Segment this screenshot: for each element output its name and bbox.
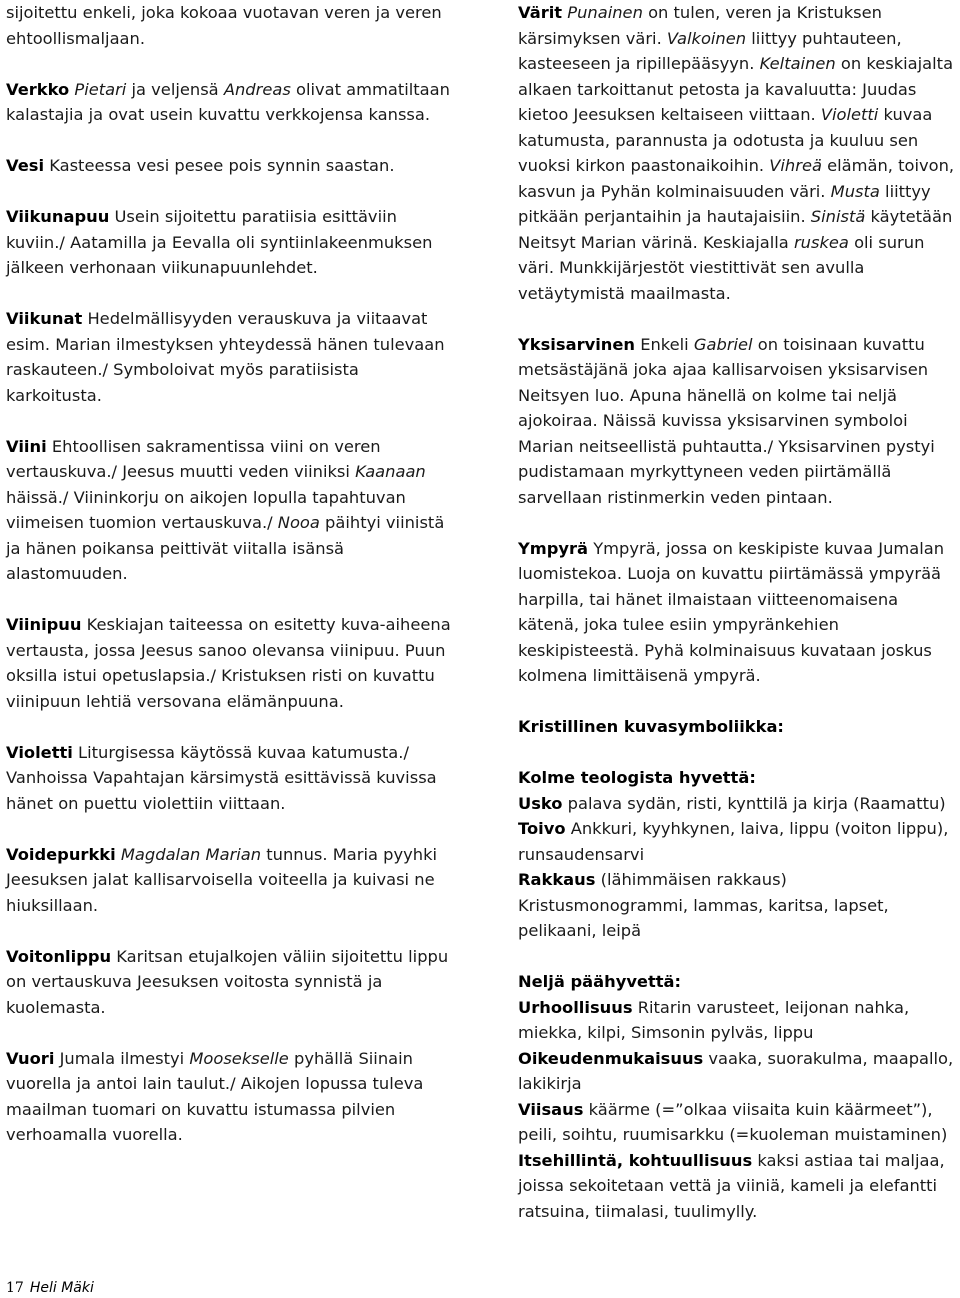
entry-text: Ehtoollisen sakramentissa viini on veren vertauskuva./ Jeesus muutti veden viiniksi xyxy=(6,436,381,481)
italic-name: Sinistä xyxy=(810,207,866,226)
paragraph-spacer xyxy=(6,587,456,613)
right-column-entry xyxy=(518,332,960,511)
entry-term: Viikunat xyxy=(6,309,83,328)
entry-text: Hedelmällisyyden verauskuva ja viitaavat esim. Marian ilmestyksen yhteydessä hänen tulevaan raskauteen./ Symboloivat myös paratiisista karkoitusta. xyxy=(6,309,445,405)
entry-term: Voitonlippu xyxy=(6,946,112,966)
entry-text: Ympyrä, jossa on keskipiste kuvaa Jumalan luomistekoa. Luoja on kuvattu piirtämässä ympyrää harpilla, tai hänet ilmaistaan viitteenomaisena kätenä, joka tulee esiin ympyränkehien keskipisteestä. Pyhä kolminaisuus kuvataan joskus kolmena limittäisenä ympyrä. xyxy=(518,538,945,685)
entry-text: Karitsan etujalkojen väliin sijoitettu lippu on vertauskuva Jeesuksen voitosta synnistä ja kuolemasta. xyxy=(6,946,449,1017)
entry-term: Oikeudenmukaisuus xyxy=(518,1048,704,1068)
left-column-entry xyxy=(6,612,456,714)
left-column-entry xyxy=(6,306,456,408)
left-column-entry xyxy=(6,1046,456,1148)
right-column-entry xyxy=(518,536,960,689)
italic-name: Andreas xyxy=(223,79,291,99)
entry-term: Neljä päähyvettä: xyxy=(518,972,682,991)
right-column-entry xyxy=(518,1148,960,1225)
italic-name: Kaanaan xyxy=(355,462,426,481)
entry-text: vaaka, suorakulma, maapallo, lakikirja xyxy=(518,1048,954,1093)
paragraph-spacer xyxy=(6,714,456,740)
right-column-entry xyxy=(518,995,960,1046)
entry-term: Kolme teologista hyvettä: xyxy=(518,768,756,787)
italic-name: Keltainen xyxy=(759,54,836,73)
entry-term: Violetti xyxy=(6,742,73,762)
italic-name: Valkoinen xyxy=(666,28,747,48)
right-column-entry xyxy=(518,969,960,995)
italic-name: Vihreä xyxy=(769,156,822,175)
entry-term: Rakkaus xyxy=(518,870,596,889)
entry-text: liittyy puhtauteen, kasteeseen ja ripillepääsyyn. xyxy=(518,28,902,73)
entry-term: Viinipuu xyxy=(6,615,82,634)
entry-term: Kristillinen kuvasymboliikka: xyxy=(518,717,784,736)
left-column-entry xyxy=(6,740,456,817)
italic-name: Violetti xyxy=(820,105,879,124)
entry-text: tunnus. Maria pyyhki Jeesuksen jalat kallisarvoisella voiteella ja kuivasi ne hiuksillaan. xyxy=(6,844,438,915)
left-column-entry xyxy=(6,944,456,1021)
right-column-entry xyxy=(518,714,960,740)
left-column-entry xyxy=(6,77,456,128)
italic-name: Musta xyxy=(830,181,880,201)
entry-term: Viisaus xyxy=(518,1099,584,1119)
italic-name: Nooa xyxy=(277,513,320,532)
entry-text: on tulen, veren ja Kristuksen kärsimyksen väri. xyxy=(518,3,882,48)
entry-text: Ritarin varusteet, leijonan nahka, miekka, kilpi, Simsonin pylväs, lippu xyxy=(518,997,910,1042)
entry-text: Jumala ilmestyi xyxy=(54,1048,190,1068)
entry-term: Viini xyxy=(6,436,47,456)
entry-term: Ympyrä xyxy=(518,538,589,558)
right-column-entry xyxy=(518,1046,960,1097)
left-column-entry xyxy=(6,0,456,51)
entry-text: sijoitettu enkeli, joka kokoaa vuotavan veren ja veren ehtoollismaljaan. xyxy=(6,3,442,48)
entry-text: ja veljensä xyxy=(126,79,224,99)
entry-text: kaksi astiaa tai maljaa, joissa sekoitetaan vettä ja viiniä, kameli ja elefantti ratsuina, tiimalasi, tuulimylly. xyxy=(518,1150,945,1221)
entry-term: Vesi xyxy=(6,156,45,175)
entry-text: kuvaa katumusta, parannusta ja odotusta ja kuuluu sen vuoksi kirkon paastonaikoihin. xyxy=(518,105,933,175)
entry-text: käytetään Neitsyt Marian värinä. Keskiajalla xyxy=(518,207,953,252)
right-column-entry xyxy=(518,1097,960,1148)
entry-text: olivat ammatiltaan kalastajia ja ovat usein kuvattu verkkojensa kanssa. xyxy=(6,79,450,124)
paragraph-spacer xyxy=(518,689,960,715)
entry-text: Usein sijoitettu paratiisia esittäviin kuviin./ Aatamilla ja Eevalla oli syntiinlakeenmuksen jälkeen verhonaan viikunapuunlehdet. xyxy=(6,207,433,277)
entry-term: Verkko xyxy=(6,79,70,99)
entry-text: Enkeli xyxy=(635,334,694,354)
entry-term: Urhoollisuus xyxy=(518,997,633,1017)
page-number: 17 xyxy=(6,1280,24,1296)
entry-term: Usko xyxy=(518,793,563,813)
entry-term: Toivo xyxy=(518,819,566,838)
italic-name: Punainen xyxy=(567,3,643,22)
italic-name: ruskea xyxy=(793,232,849,252)
paragraph-spacer xyxy=(6,51,456,77)
entry-term: Voidepurkki xyxy=(6,844,116,864)
paragraph-spacer xyxy=(6,1020,456,1046)
entry-term: Vuori xyxy=(6,1048,55,1068)
paragraph-spacer xyxy=(518,740,960,766)
entry-term: Värit xyxy=(518,3,563,22)
italic-name: Moosekselle xyxy=(189,1048,289,1068)
italic-name: Gabriel xyxy=(693,334,753,354)
entry-text: Ankkuri, kyyhkynen, laiva, lippu (voiton lippu), runsaudensarvi xyxy=(518,819,949,864)
entry-term: Itsehillintä, kohtuullisuus xyxy=(518,1150,753,1170)
paragraph-spacer xyxy=(6,816,456,842)
entry-text: on keskiajalta alkaen tarkoittanut petosta ja kavaluutta: Juudas kietoo Jeesuksen keltaiseen viittaan. xyxy=(518,54,954,124)
left-column-entry xyxy=(6,434,456,587)
page-footer xyxy=(6,1280,94,1296)
entry-text: liittyy pitkään perjantaihin ja hautajaisiin. xyxy=(518,181,931,226)
entry-text: Liturgisessa käytössä kuvaa katumusta./ Vanhoissa Vapahtajan kärsimystä esittävissä kuvissa hänet on puettu violettiin viittaan. xyxy=(6,742,437,813)
right-column-entry xyxy=(518,867,960,944)
entry-text: Keskiajan taiteessa on esitetty kuva-aiheena vertausta, jossa Jeesus sanoo olevansa viinipuu. Puun oksilla istui opetuslapsia./ Kristuksen risti on kuvattu viinipuun lehtiä versovana elämänpuuna. xyxy=(6,615,451,711)
entry-text: päihtyi viinistä ja hänen poikansa peittivät viitalla isänsä alastomuuden. xyxy=(6,513,445,583)
paragraph-spacer xyxy=(6,918,456,944)
paragraph-spacer xyxy=(6,179,456,205)
paragraph-spacer xyxy=(518,306,960,332)
italic-name: Magdalan Marian xyxy=(120,844,262,864)
entry-text: häissä./ Viininkorju on aikojen lopulla tapahtuvan viimeisen tuomion vertauskuva./ xyxy=(6,487,406,532)
paragraph-spacer xyxy=(6,281,456,307)
entry-text: elämän, toivon, kasvun ja Pyhän kolminaisuuden väri. xyxy=(518,156,955,201)
entry-text: pyhällä Siinain vuorella ja antoi lain taulut./ Aikojen lopussa tuleva maailman tuomari on kuvattu istumassa pilvien verhoamalla vuorella. xyxy=(6,1048,424,1144)
left-column-entry xyxy=(6,204,456,281)
entry-text: palava sydän, risti, kynttilä ja kirja (Raamattu) xyxy=(562,793,946,813)
paragraph-spacer xyxy=(518,944,960,970)
paragraph-spacer xyxy=(518,510,960,536)
entry-term: Yksisarvinen xyxy=(518,334,636,354)
entry-text: on toisinaan kuvattu metsästäjänä joka ajaa kallisarvoisen yksisarvisen Neitsyen luo. Apuna hänellä on kolme tai neljä ajokoiraa. Näissä kuvissa yksisarvinen symboloi Marian neitseellistä puhtautta./ Yksisarvinen pystyi pudistamaan myrkyttyneen veden piirtämällä sarvellaan ristinmerkin veden pintaan. xyxy=(518,334,935,507)
paragraph-spacer xyxy=(6,128,456,154)
entry-term: Viikunapuu xyxy=(6,207,110,226)
left-column-entry xyxy=(6,842,456,919)
author-name: Heli Mäki xyxy=(29,1280,94,1296)
right-column-entry xyxy=(518,0,960,306)
right-column xyxy=(518,0,960,1224)
paragraph-spacer xyxy=(6,408,456,434)
right-column-entry xyxy=(518,765,960,791)
right-column-entry xyxy=(518,816,960,867)
entry-text: oli surun väri. Munkkijärjestöt viestittivät sen avulla vetäytymistä maailmasta. xyxy=(518,232,925,303)
italic-name: Pietari xyxy=(74,79,127,99)
left-column-entry xyxy=(6,153,456,179)
entry-text: (lähimmäisen rakkaus) Kristusmonogrammi, lammas, karitsa, lapset, pelikaani, leipä xyxy=(518,870,889,940)
entry-text: käärme (=”olkaa viisaita kuin käärmeet”), peili, soihtu, ruumisarkku (=kuoleman muistaminen) xyxy=(518,1099,948,1144)
right-column-entry xyxy=(518,791,960,817)
entry-text: Kasteessa vesi pesee pois synnin saastan. xyxy=(44,156,395,175)
left-column xyxy=(6,0,456,1148)
